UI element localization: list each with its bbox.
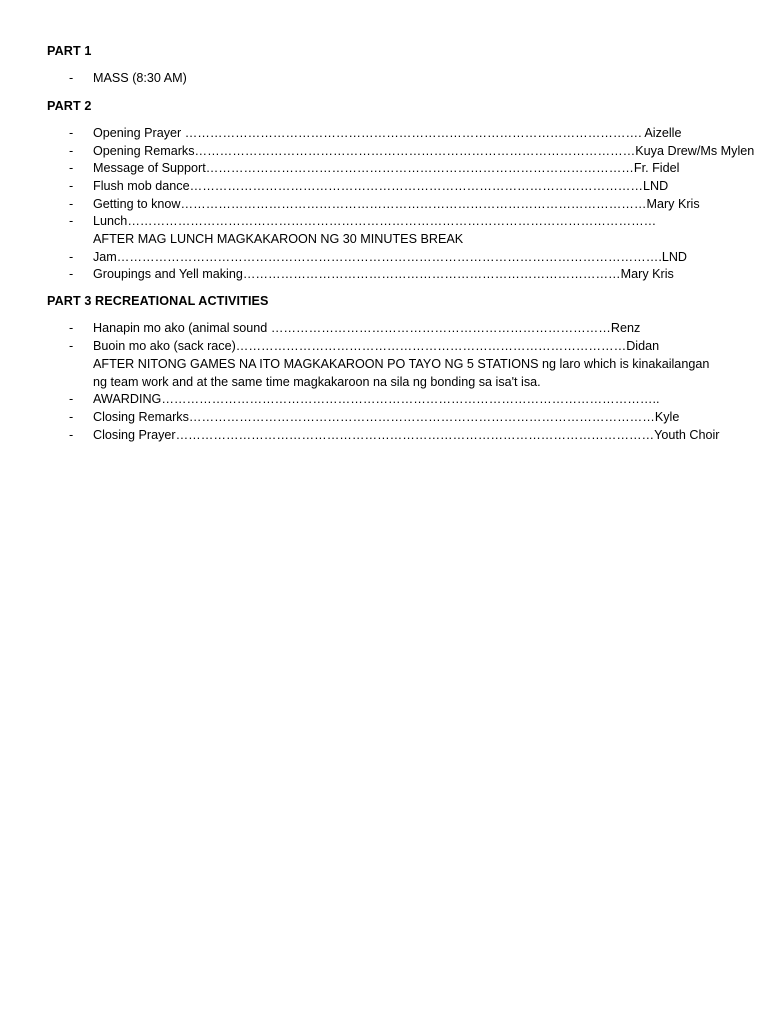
bullet-dash: - bbox=[69, 339, 74, 353]
item-text: Opening Remarks……………………………………………………………………………………………Kuya Drew/Ms Mylen bbox=[93, 144, 755, 158]
bullet-dash: - bbox=[69, 71, 74, 85]
break-note: AFTER MAG LUNCH MAGKAKAROON NG 30 MINUTES BREAK bbox=[93, 232, 464, 246]
item-text: AWARDING……………………………………………………………………………………………………….. bbox=[93, 392, 660, 406]
item-text: Lunch……………………………………………………………………………………………………………… bbox=[93, 214, 657, 228]
item-text: MASS (8:30 AM) bbox=[93, 71, 187, 85]
bullet-dash: - bbox=[69, 321, 74, 335]
item-text: Closing Prayer……………………………………………………………………………………………………Youth Choir bbox=[93, 428, 720, 442]
bullet-dash: - bbox=[69, 250, 74, 264]
bullet-dash: - bbox=[69, 179, 74, 193]
item-text: Flush mob dance………………………………………………………………………………………………LND bbox=[93, 179, 669, 193]
bullet-dash: - bbox=[69, 144, 74, 158]
item-text: Jam………………………………………………………………………………………………………………….LND bbox=[93, 250, 688, 264]
item-text: Closing Remarks…………………………………………………………………………………………………Kyle bbox=[93, 410, 680, 424]
part2-heading: PART 2 bbox=[47, 99, 92, 113]
bullet-dash: - bbox=[69, 197, 74, 211]
item-text: Hanapin mo ako (animal sound ………………………………………………………………………Renz bbox=[93, 321, 641, 335]
item-text: Buoin mo ako (sack race)…………………………………………………………………………………Didan bbox=[93, 339, 660, 353]
bullet-dash: - bbox=[69, 428, 74, 442]
item-text: Getting to know…………………………………………………………………………………………………Mary Kris bbox=[93, 197, 700, 211]
item-text: Groupings and Yell making………………………………………………………………………………Mary Kris bbox=[93, 267, 674, 281]
bullet-dash: - bbox=[69, 267, 74, 281]
bullet-dash: - bbox=[69, 214, 74, 228]
bullet-dash: - bbox=[69, 126, 74, 140]
part3-heading: PART 3 RECREATIONAL ACTIVITIES bbox=[47, 294, 269, 308]
bullet-dash: - bbox=[69, 161, 74, 175]
item-text: Opening Prayer ………………………………………………………………………………………………. Aizelle bbox=[93, 126, 682, 140]
item-text: Message of Support…………………………………………………………………………………………Fr. Fidel bbox=[93, 161, 680, 175]
bullet-dash: - bbox=[69, 410, 74, 424]
bullet-dash: - bbox=[69, 392, 74, 406]
part1-heading: PART 1 bbox=[47, 44, 92, 58]
stations-note: AFTER NITONG GAMES NA ITO MAGKAKAROON PO TAYO NG 5 STATIONS ng laro which is kinakailangan ng team work and at the same time magkakaroon na sila ng bonding sa isa't isa. bbox=[93, 357, 710, 389]
